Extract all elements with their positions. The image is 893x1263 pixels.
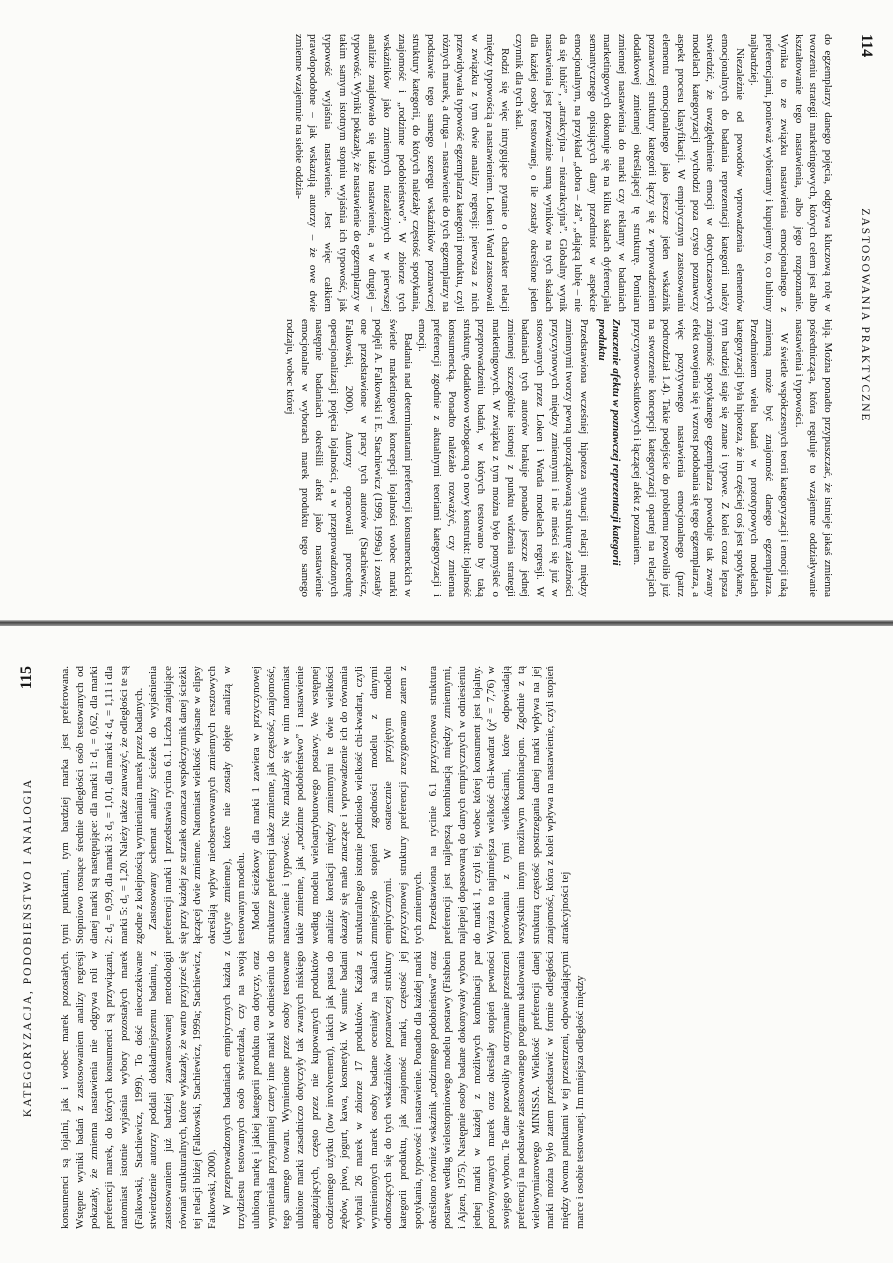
page-114-columns [14,34,835,597]
paragraph: Model ścieżkowy dla marki 1 zawiera w przyczynowej strukturze preferencji także zmienne, jak częstość, znajomość, nastawienie i typowość. Nie znalazły się w nim natomiast takie zmienne, jak „rodzinne podobieństwo” i nastawienie według modelu wieloatrybutowego postawy. We wstępnej analizie korelacji między zmiennymi te dwie wielkości okazały się mało znaczące i wprowadzenie ich do równania strukturalnego istotnie podniosło wielkość chi-kwadrat, czyli zmniejszyło stopień zgodności modelu z danymi empirycznymi. W ostatecznie przyjętym modelu przyczynowej struktury preferencji zrezygnowano zatem z tych zmiennych. [250,666,424,944]
paragraph: Przedstawiona na rycinie 6.1 przyczynowa struktura preferencji jest najlepszą kombinacją między zmiennymi, najlepiej dopasowaną do danych empirycznych w odniesieniu do marki 1, czyli tej, wobec której konsument jest lojalny. Wyraża to najmniejsza wielkość chi-kwadrat (χ² = 7,76) w porównaniu z tymi wielkościami, które odpowiadają wszystkim innym możliwym kombinacjom. Zgodnie z tą strukturą częstość spostrzegania danej marki wpływa na jej znajomość, która z kolei wpływa na nastawienie, czyli stopień atrakcyjności tej [426,666,571,944]
page-114-header [855,34,875,597]
paragraph: Rodzi się więc intrygujące pytanie o charakter relacji między typowością a nastawieniem. Loken i Ward zastosowali w związku z tym dwie analizy regresji: pierwsza z nich przewidywała typowość egzemplarza kategorii produktu, czyli różnych marek, a druga – nastawienie do tych egzemplarzy na podstawie tego samego szeregu wskaźników poznawczej struktury kategorii, do których należały częstość spotykania, znajomość i „rodzinne podobieństwo”. W zbiorze tych wskaźników jako zmiennych niezależnych w pierwszej analizie znajdowało się także nastawienie, a w drugiej – typowość. Wyniki pokazały, że nastawienie do egzemplarzy w takim samym istotnym stopniu wyjaśnia ich typowość, jak typowość wyjaśnia nastawienie. Jest więc całkiem prawdopodobne – jak wskazują autorzy – że owe dwie zmienne wzajemnie na siebie oddzia- [292,34,511,312]
paragraph: Przedstawiona wcześniej hipoteza sytuacji relacji między zmiennymi tworzy pewną uporządkowaną strukturę zależności przyczynowych między zmiennymi i nie mieści się już w stosowanych przez Loken i Warda modelach regresji. W badaniach tych autorów brakuje ponadto jeszcze jednej zmiennej szczególnie istotnej z punktu widzenia strategii marketingowych. W związku z tym można było pomyśleć o przeprowadzeniu badań, w których testowano by taką strukturę, dodatkowo wzbogaconą o nowy konstrukt: lojalność konsumencką. Ponadto należało rozważyć, czy zmienna preferencji zgodnie z aktualnymi teoriami kategoryzacji i emocji. [416,319,591,597]
page-115-number: 115 [18,666,35,690]
book-gutter [0,620,893,626]
page-114-number: 114 [858,34,875,58]
page-114-column-right [14,319,835,597]
paragraph: Zastosowany schemat analizy ścieżek do wyjaśnienia preferencji marki 1 przedstawia rycina 6.1. Liczba znajdujące się przy każdej ze strzałek oznacza współczynnik danej ścieżki łączącej dwie zmienne. Natomiast wielkość wpisane w elipsy określają wpływ nieobserwowanych zmiennych resztowych (ukryte zmienne), które nie zostały objęte analizą w testowanym modelu. [147,666,248,944]
page-115-column-left [58,951,879,1229]
section-heading: Znaczenie afektu w poznawczej reprezentacji kategorii produktu [596,319,623,566]
page-115-columns [58,666,879,1229]
paragraph: Badania nad determinantami preferencji konsumenckich w świetle marketingowej koncepcji lojalności wobec marki podjęli A. Falkowski i E. Stachiewicz (1999, 1999a) i zostały one przedstawione w pracy tych autorów (Stachiewicz, Falkowski, 2000). Autorzy opracowali procedurę operacjonalizacji pojęcia lojalności, a w przeprowadzonych następnie badaniach określili afekt jako nastawienie emocjonalne w wyborach marek produktu tego samego rodzaju, wobec której [284,319,414,597]
page-115-running-head: KATEGORYZACJA, PODOBIEŃSTWO I ANALOGIA [22,777,34,1118]
paragraph: do egzemplarzy danego pojęcia, odgrywa kluczową rolę w tworzeniu strategii marketingowych, których celem jest albo kształtowanie tego nastawienia, albo jego rozpoznanie. Wynika to ze związku nastawienia emocjonalnego z preferencjami, ponieważ wybieramy i kupujemy to, co lubimy najbardziej. [748,34,834,312]
page-115 [0,640,893,1255]
paragraph: Niezależnie od powodów wprowadzenia elementów emocjonalnych do badania reprezentacji kategorii należy stwierdzić, że uwzględnienie emocji w dotychczasowych modelach kategoryzacji wychodzi poza czysto poznawczy aspekt procesu klasyfikacji. W empirycznym zastosowaniu elementu emocjonalnego jako jeszcze jeden wskaźnik poznawczej struktury kategorii łączy się z wprowadzeniem dodatkowej zmiennej określającej tę strukturę. Pomiaru zmiennej nastawienia do marki czy reklamy w badaniach marketingowych dokonuje się na kilku skalach dyferencjału semantycznego opisujących dany przedmiot w aspekcie emocjonalnym, na przykład „dobra – zła”, „dającą lubię – nie da się lubić”, „atrakcyjna – nieatrakcyjna”. Globalny wynik nastawienia jest przeważnie sumą wyników na tych skalach dla każdej osoby testowanej, o ile zostały określone jeden czynnik dla tych skal. [513,34,746,312]
page-114-running-head: ZASTOSOWANIA PRAKTYCZNE [859,208,871,423]
page-115-header [18,666,38,1229]
page-114-column-left [14,34,835,312]
paragraph: tymi punktami, tym bardziej marka jest preferowana. Stopniowo rosnące średnie odległości osób testowanych od danej marki są następujące: dla marki 1: d₁ = 0,62, dla marki 2: d₂ = 0,99, dla marki 3: d₃ = 1,01, dla marki 4: d₄ = 1,11 i dla marki 5: d₅ = 1,20. Należy także zauważyć, że odległości te są zgodne z kolejnością wymieniania marek przez badanych. [59,666,145,944]
paragraph: W przeprowadzonych badaniach empirycznych każda z trzydziestu testowanych osób stwierdzała, czy na swoją ulubioną markę i jakiej kategorii produktu ona dotyczy, oraz wymieniała przynajmniej cztery inne marki w odniesieniu do tego samego towaru. Wymienione przez osoby testowane ulubione marki zasadniczo dotyczyły tak zwanych niskiego angażujących, często przez nie kupowanych produktów codziennego użytku (low involvement), takich jak pasta do zębów, piwo, jogurt, kawa, kosmetyki. W sumie badani wybrali 26 marek w zbiorze 17 produktów. Każda z wymienionych marek osoby badane oceniały na skalach odnoszących się do tych wskaźników poznawczej struktury kategorii produktu, jak znajomość marki, częstość jej spotykania, typowość i nastawienie. Ponadto dla każdej marki określono również wskaźnik „rodzinnego podobieństwa” oraz postawę według wielostopniowego modelu postawy (Fishbein i Ajzen, 1975). Następnie osoby badane dokonywały wyboru jednej marki w każdej z możliwych kombinacji par porównywanych marek oraz określały stopień pewności swojego wyboru. Te dane pozwoliły na otrzymanie przestrzeni preferencji na podstawie zastosowanego programu skalowania wielowymiarowego MINISSA. Wielkość preferencji danej marki można było zatem przedstawić w formie odległości między dwoma punktami w tej przestrzeni, odpowiadającymi marce i osobie testowanej. Im mniejsza odległość między [220,951,586,1229]
page-114 [0,8,893,623]
paragraph: W świetle współczesnych teorii kategoryzacji i emocji taką zmienną może być znajomość danego egzemplarza. Przedmiotem wielu badań w prototypowych modelach kategoryzacji była hipoteza, że im częściej coś jest spotykane, tym bardziej staje się znane i typowe. Z kolei coraz lepsza znajomość spotykanego egzemplarza powoduje tak zwany efekt oswojenia się i wzrost podobania się tego egzemplarza, a więc pozytywnego nastawienia emocjonalnego (patrz podrozdział 1.4). Takie podejście do problemu pozwoliło już na stworzenie koncepcji kategoryzacji opartej na relacjach przyczynowo-skutkowych i łączącej afekt z poznaniem. [630,319,790,597]
page-114-area [0,8,893,623]
paragraph: konsumenci są lojalni, jak i wobec marek pozostałych. Wstępne wyniki badań z zastosowaniem analizy regresji pokazały, że zmienna nastawienia nie odgrywa roli w preferencji marek, do których konsumenci są przywiązani, natomiast istotnie wyjaśnia wybory pozostałych marek (Falkowski, Stachiewicz, 1999). To dość nieoczekiwane stwierdzenie autorzy poddali dokładniejszemu badaniu, z zastosowaniem już bardziej zaawansowanej metodologii równań strukturalnych, które wykazały, że warto przyjrzeć się tej relacji bliżej (Falkowski, Stachiewicz, 1999a; Stachiewicz, Falkowski, 2000). [59,951,219,1229]
paragraph: łują. Można ponadto przypuszczać, że istnieje jakaś zmienna pośrednicząca, która reguluje to wzajemne oddziaływanie nastawienia i typowości. [792,319,834,597]
page-115-column-right [58,666,879,944]
page-115-area [0,640,893,1255]
